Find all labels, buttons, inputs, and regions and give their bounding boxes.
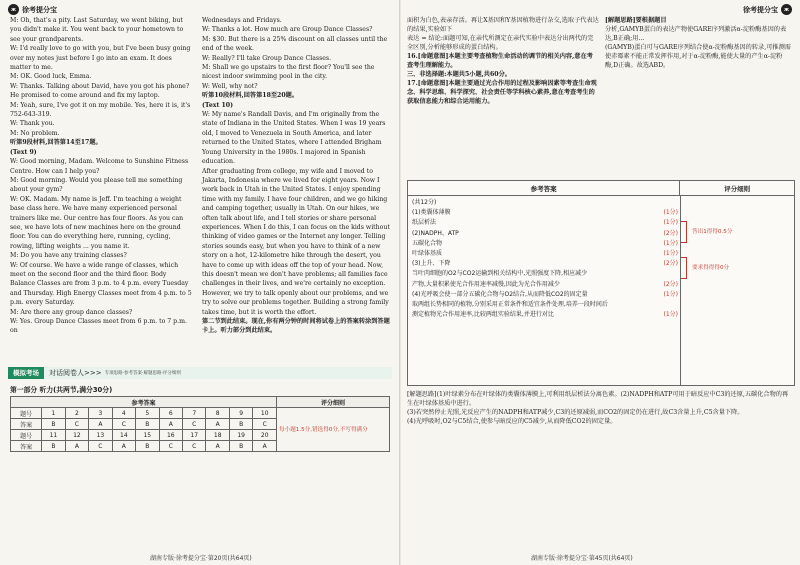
table-cell: B (229, 419, 252, 430)
table-cell: A (206, 441, 229, 452)
left-header-title: 徐考提分宝 (22, 5, 57, 14)
table-cell: 9 (229, 408, 252, 419)
table-cell: 17 (183, 430, 206, 441)
points: (1分) (663, 209, 678, 217)
left-footer: 湖南专版·徐考提分宝·第20页(共64页) (150, 555, 252, 562)
list-item (412, 310, 678, 320)
band-title: 对话阅卷人>>> (49, 369, 102, 377)
left-text-column-2 (202, 16, 392, 336)
rubric-bracket (681, 257, 687, 279)
points: (1分) (663, 250, 678, 258)
points: (1分) (663, 219, 678, 227)
paragraph: M: Yeah, sure, I've got it on my mobile. Yes, here it is, it's 752-643-319. (10, 101, 191, 119)
band-subtitle: 专项思路·参考答案·解题思路·评分细则 (104, 371, 181, 376)
table-cell: 18 (206, 430, 229, 441)
paragraph: M: Do you have any training classes? (10, 252, 127, 260)
ref-box-header (408, 181, 794, 196)
right-header (743, 4, 792, 15)
paragraph: Wednesdays and Fridays. (202, 17, 282, 24)
table-cell: 10 (253, 408, 277, 419)
answer-text: 测定植物光合作用速率,比较两组实验结果,并进行对比 (412, 311, 554, 319)
table-cell: 2 (65, 408, 88, 419)
points: (2分) (663, 280, 678, 288)
table-cell: C (183, 419, 206, 430)
paragraph: (4)光呼吸时,O2与C5结合,使参与暗反应的C5减少,从而降低CO2的固定量。 (407, 418, 617, 425)
paragraph: 面积为白色,表亲存活。再让X基因和Y基因植物进行杂交,选取子代表达的结果,实验如下 (407, 17, 599, 33)
section-heading: 三、非选择题:本题共5小题,共60分。 (407, 71, 511, 78)
text-label: (Text 9) (10, 148, 37, 156)
list-item (412, 218, 678, 228)
table-cell: 14 (112, 430, 135, 441)
right-page (401, 0, 800, 565)
table-header-answers: 参考答案 (11, 397, 277, 408)
points: (2分) (663, 260, 678, 268)
list-item (412, 198, 678, 208)
paragraph: W: Of course. We have a wide range of classes, which meet on the second floor and the third floor. Body Balance Classes are from 3 p.m. to 4 p.m. every Tuesday and Thursday. High Energy Classes meet from 4 p.m. to 5 p.m. every Saturday. (10, 261, 192, 307)
left-header (8, 4, 57, 15)
answer-text: 取两组长势相同的植物,分别采用正常条件和适宜条件处理,培养一段时间后 (412, 301, 608, 309)
paragraph: M: Are there any group dance classes? (10, 308, 133, 316)
table-cell: A (89, 419, 112, 430)
table-cell: C (65, 419, 88, 430)
answer-text: (共12分) (412, 199, 437, 206)
left-text-column-1 (10, 16, 193, 336)
text-label: (Text 10) (202, 101, 233, 109)
brand-logo-icon: ж (781, 4, 792, 15)
row-label: 题号 (11, 430, 42, 441)
table-cell: 13 (89, 430, 112, 441)
points: (1分) (663, 311, 678, 319)
table-cell: 8 (206, 408, 229, 419)
table-cell: B (42, 441, 65, 452)
right-footer: 湖南专版·徐考提分宝·第45页(共64页) (531, 555, 633, 562)
paragraph: W: OK. Madam. My name is Jeff. I'm teaching a weight base class here. We have many experienced personal trainers like me. Our centre has four floors. As you can see, we have lots of new machines here on the ground floor. You can do everything here, running, cycling, rowing, lifting weights ... you name it. (10, 195, 184, 250)
rubric-note: 答出1得得0.5分 (692, 229, 733, 235)
table-cell: B (136, 441, 159, 452)
paragraph: 表达 = 结论:面题可知,在亲代所测定在亲代实验中表达分出两代的完全区别,分析能够形成的蛋白结构。 (407, 35, 594, 51)
table-cell: C (253, 419, 277, 430)
explanation-text (407, 390, 793, 426)
paragraph: (GAMYB)蛋白可与GARE序列结合使α-淀粉酶基因的转录,可推测需使赤霉素不能正常发挥作用,对于α-淀粉酶,能使大量的产生α-淀粉酶,D正确。故选ABD。 (605, 44, 791, 69)
table-cell: B (136, 419, 159, 430)
paragraph: W: Really? I'll take Group Dance Classes. (202, 54, 332, 62)
row-label: 答案 (11, 419, 42, 430)
section-instruction: 听第10段材料,回答第18至20题。 (202, 92, 299, 100)
brand-logo-icon: ж (8, 4, 19, 15)
reference-answer-box (407, 180, 795, 386)
paragraph: 分析,GAMYB蛋白的表达产物使GARE序列激活α-淀粉酶基因的表达,B正确;用... (605, 26, 787, 42)
table-cell: 7 (183, 408, 206, 419)
rubric-text: 每小题1.5分,错选得0分,不写得满分 (277, 408, 390, 452)
paragraph: W: Yes. Group Dance Classes meet from 6 p.m. to 7 p.m. on (10, 318, 187, 335)
answer-text: (4)光呼吸会使一部分五碳化合物与O2结合,从而降低CO2的固定量 (412, 290, 588, 298)
question-intent: 16.[命题意图]本题主要考查植物生命活动的调节的相关内容,意在考查考生理解能力。 (407, 53, 593, 69)
list-item (412, 249, 678, 259)
list-item (412, 229, 678, 239)
table-cell: 4 (112, 408, 135, 419)
list-item (412, 280, 678, 290)
rubric-note: 要求得得得0分 (692, 265, 730, 271)
paragraph: M: $30. But there is a 25% discount on all classes until the end of the week. (202, 35, 388, 53)
paragraph: [解题思路](1)叶绿素分布在叶绿体的类囊体薄膜上,可利用纸层析法分离色素。(2)NADPH和ATP可用于暗反应中C3的还原,五碳化合物的再生在叶绿体基质中进行。 (407, 391, 789, 407)
points: (2分) (663, 229, 678, 237)
rubric-bracket (681, 221, 687, 243)
band-tag: 模拟考场 (8, 367, 44, 379)
table-cell: B (229, 441, 252, 452)
list-item (412, 208, 678, 218)
row-label: 题号 (11, 408, 42, 419)
table-cell: 1 (42, 408, 65, 419)
right-text-column-1 (407, 16, 599, 106)
table-cell: A (206, 419, 229, 430)
table-cell: A (65, 441, 88, 452)
table-cell: 16 (159, 430, 182, 441)
list-item (412, 269, 678, 279)
table-cell: 20 (253, 430, 277, 441)
section-instruction: 第二节到此结束。现在,你有两分钟的时间将试卷上的答案转涂到答题卡上。听力部分到此结束。 (202, 318, 390, 335)
paragraph: (3)若突然停止光照,光反应产生的NADPH和ATP减少,C3的还原减弱,而CO2的固定仍在进行,故C3含量上升,C5含量下降。 (407, 409, 744, 416)
answer-text: (2)NADPH、ATP (412, 229, 459, 237)
points: (1分) (663, 290, 678, 298)
paragraph: W: Good morning, Madam. Welcome to Sunshine Fitness Centre. How can I help you? (10, 158, 189, 175)
table-cell: B (42, 419, 65, 430)
list-item (412, 290, 678, 300)
table-cell: C (159, 441, 182, 452)
table-cell: 12 (65, 430, 88, 441)
solution-heading: [解题思路]要根据题目 (605, 17, 667, 24)
table-header-rubric: 评分细则 (277, 397, 390, 408)
answer-text: (1)类囊体薄膜 (412, 209, 451, 217)
paragraph: M: OK. Good luck, Emma. (10, 73, 92, 81)
answer-text: 叶绿体基质 (412, 250, 443, 258)
points: (1分) (663, 239, 678, 247)
table-cell: A (112, 441, 135, 452)
table-row (11, 408, 390, 419)
paragraph: W: Thanks. Talking about David, have you got his phone? He promised to come around and fix my laptop. (10, 82, 190, 100)
answer-text: 五碳化合物 (412, 239, 443, 247)
table-cell: C (89, 441, 112, 452)
paragraph: M: Oh, that's a pity. Last Saturday, we went biking, but you didn't make it. You went back to your hometown to see your grandparents. (10, 17, 184, 43)
table-cell: 6 (159, 408, 182, 419)
part-title: 第一部分 听力(共两节,满分30分) (10, 386, 113, 394)
answer-text: 当叶肉细胞的O2与CO2运输到相关结构中,光照强度下降,相应减少 (412, 270, 588, 278)
paragraph: W: Thanks a lot. How much are Group Dance Classes? (202, 26, 373, 34)
paragraph: M: Shall we go upstairs to the first floor? You'll see the nicest indoor swimming pool in the city. (202, 64, 375, 81)
paragraph: W: Thank you. (10, 120, 55, 128)
paragraph: M: No problem. (10, 129, 60, 137)
table-cell: A (253, 441, 277, 452)
answer-text: 纸层析法 (412, 219, 437, 227)
ref-header-rubric: 评分细则 (724, 184, 751, 193)
paragraph: W: Well, why not? (202, 82, 258, 90)
ref-header-answers: 参考答案 (408, 181, 680, 195)
table-cell: 19 (229, 430, 252, 441)
table-cell: 3 (89, 408, 112, 419)
ref-answer-lines (412, 198, 678, 320)
table-cell: 11 (42, 430, 65, 441)
row-label: 答案 (11, 441, 42, 452)
list-item (412, 300, 678, 310)
table-cell: 5 (136, 408, 159, 419)
answer-table (10, 396, 390, 452)
paragraph: After graduating from college, my wife and I moved to Jakarta, Indonesia where we lived for eight years. Now I work back in Utah in the United States. I enjoy spending time with my family. I have four children, and we go hiking and camping together, usually in Utah. On our hikes, we often talk about life, and I tell stories or share personal experiences. When I do this, I can focus on the kids without thinking of video games or the Internet any longer. Telling stories sounds easy, but when you have to think of a new story on a hot, 12-kilometre hike through the desert, you have to come up with ideas off the top of your head. Now, this doesn't mean we don't have problems; all families face challenges in their lives, and we're certainly no exception. However, we try to talk openly about our problems, and we try to solve our problems together. Building a strong family takes time, but it is worth the effort. (202, 167, 390, 316)
table-cell: 15 (136, 430, 159, 441)
paragraph: W: I'd really love to go with you, but I've been busy going over my notes just before I go into an exam. It does matter to me. (10, 45, 191, 72)
table-cell: A (159, 419, 182, 430)
table-cell: C (183, 441, 206, 452)
right-text-column-2 (605, 16, 793, 70)
right-header-title: 徐考提分宝 (743, 5, 778, 14)
paragraph: M: Good morning. Would you please tell me something about your gym? (10, 176, 183, 194)
list-item (412, 239, 678, 249)
paragraph: W: My name's Randall Davis, and I'm originally from the state of Indiana in the United States. When I was 19 years old, I moved to Venezuela in South America, and later returned to the United States, where I attended Brigham Young University in the 1980s. I majored in Spanish education. (202, 111, 386, 166)
list-item (412, 259, 678, 269)
question-intent: 17.[命题意图]本题主要通过光合作用的过程及影响因素等考查生命观念、科学思维、科学探究、社会责任等学科核心素养,意在考查考生的获取信息能力和综合运用能力。 (407, 80, 597, 105)
answer-text: 产物,大量积累使光合作用速率减慢,因此为光合作用减少 (412, 280, 560, 288)
section-instruction: 听第9段材料,回答第14至17题。 (10, 139, 102, 147)
answer-text: (3)上升、下降 (412, 260, 451, 268)
table-cell: C (112, 419, 135, 430)
section-band (8, 367, 181, 379)
